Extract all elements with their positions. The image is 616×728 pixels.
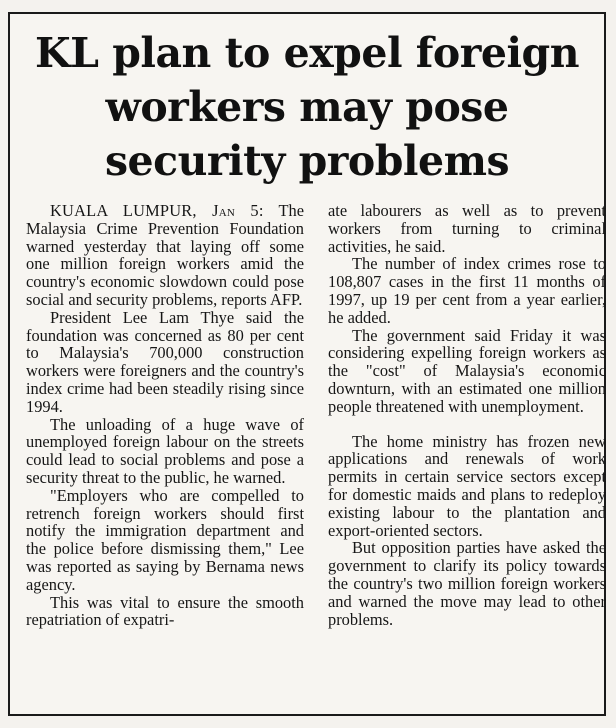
paragraph: President Lee Lam Thye said the foundation was concerned as 80 per cent to Malaysia's 700,000 construction workers were foreigners and the country's index crime had been steadily rising since 1994. <box>26 307 304 416</box>
paragraph: The unloading of a huge wave of unemployed foreign labour on the streets could lead to social problems and pose a security threat to the public, he warned. <box>26 414 304 487</box>
paragraph: The home ministry has frozen new applications and renewals of work permits in certain service sectors except for domestic maids and plans to redeploy existing labour to the plantation and export-oriented sectors. <box>328 431 606 540</box>
paragraph: The government said Friday it was considering expelling foreign workers as the "cost" of Malaysia's economic downturn, with an estimated one million people threatened with unemployment. <box>328 325 606 416</box>
paragraph <box>26 202 304 309</box>
paragraph-text: The Malaysia Crime Prevention Foundation warned yesterday that laying off some one million foreign workers amid the country's economic slowdown could pose social and security problems, reports AFP. <box>26 201 304 309</box>
paragraph: ate labourers as well as to prevent workers from turning to criminal activities, he said. <box>328 201 606 256</box>
left-column <box>26 202 304 629</box>
paragraph: This was vital to ensure the smooth repatriation of expatri- <box>26 592 304 630</box>
right-column <box>328 202 606 628</box>
headline-line-1: KL plan to expel foreign <box>34 29 580 77</box>
headline-line-2: workers may pose <box>105 83 509 131</box>
paragraph: "Employers who are compelled to retrench foreign workers should first notify the immigration department and the police before dismissing them," Lee was reported as saying by Bernama news agency. <box>26 485 304 594</box>
dateline: KUALA LUMPUR, Jan 5: <box>50 201 264 220</box>
headline-line-3: security problems <box>104 137 510 185</box>
paragraph: But opposition parties have asked the government to clarify its policy towards the country's two million foreign workers and warned the move may lead to other problems. <box>328 538 606 629</box>
headline <box>10 26 604 188</box>
news-clipping <box>8 12 606 716</box>
paragraph: The number of index crimes rose to 108,807 cases in the first 11 months of 1997, up 19 per cent from a year earlier, he added. <box>328 254 606 327</box>
